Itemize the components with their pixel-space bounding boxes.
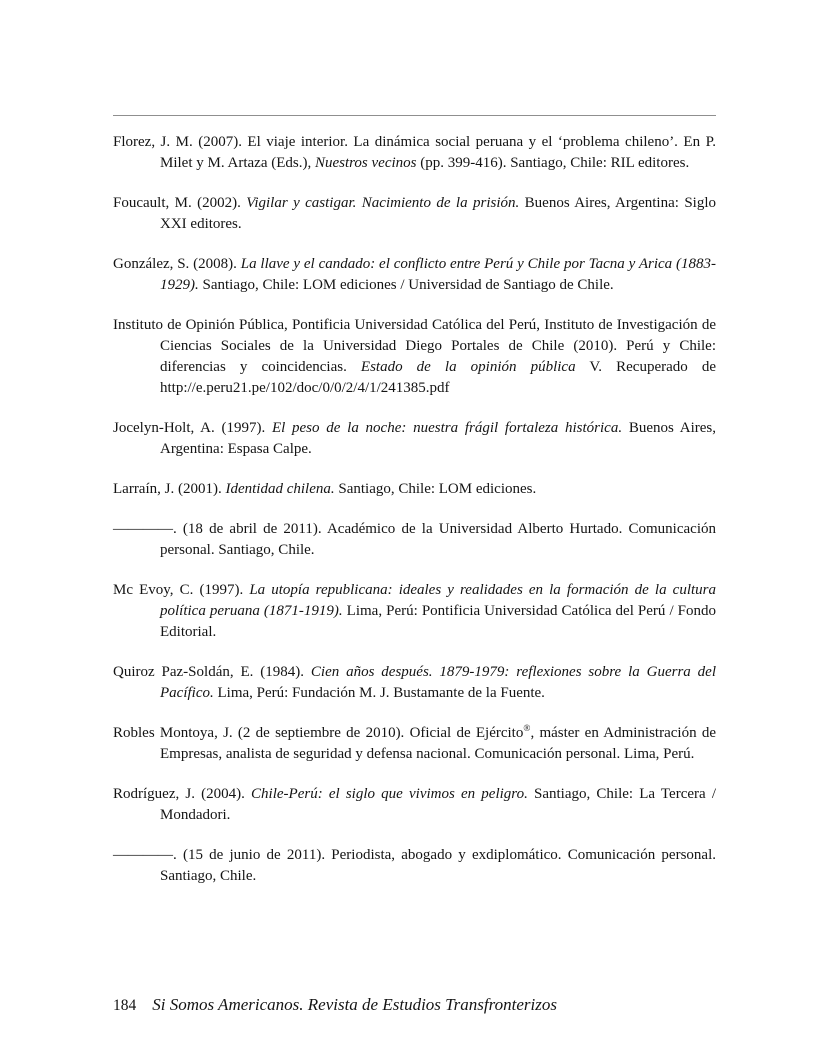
reference-item — [113, 845, 716, 887]
reference-text-segment: González, S. (2008). — [113, 256, 241, 272]
reference-item — [113, 662, 716, 704]
reference-item — [113, 519, 716, 561]
reference-item — [113, 784, 716, 826]
page-footer — [113, 995, 716, 1015]
reference-text-segment: Buenos Aires, Argentina: Espasa Calpe. — [160, 420, 716, 457]
reference-text-segment: Instituto de Opinión Pública, Pontificia Universidad Católica del Perú, Instituto de Investigación de Ciencias Sociales de la Universidad Diego Portales de Chile (2010). Perú y Chile: diferencias y coincidencias. — [113, 317, 716, 375]
page-number: 184 — [113, 997, 137, 1014]
reference-title-segment: Estado de la opinión pública — [360, 359, 576, 375]
reference-title-segment: Cien años después. 1879-1979: reflexiones sobre la Guerra del Pacífico. — [160, 664, 716, 701]
reference-text-segment: Robles Montoya, J. (2 de septiembre de 2010). Oficial de Ejército — [113, 725, 524, 741]
journal-title: Si Somos Americanos. Revista de Estudios Transfronterizos — [152, 995, 557, 1014]
reference-title-segment: El peso de la noche: nuestra frágil fortaleza histórica. — [271, 420, 623, 436]
reference-text-segment: (pp. 399-416). Santiago, Chile: RIL editores. — [416, 155, 690, 171]
reference-item — [113, 479, 716, 500]
reference-title-segment: Nuestros vecinos — [314, 155, 417, 171]
reference-text-segment: ————. (15 de junio de 2011). Periodista, abogado y exdiplomático. Comunicación personal. Santiago, Chile. — [113, 847, 716, 884]
reference-text-segment: Florez, J. M. (2007). El viaje interior. La dinámica social peruana y el ‘problema chileno’. En P. Milet y M. Artaza (Eds.), — [113, 134, 716, 171]
reference-title-segment: Chile-Perú: el siglo que vivimos en peligro. — [251, 786, 528, 802]
reference-text-segment: Rodríguez, J. (2004). — [113, 786, 252, 802]
reference-title-segment: Identidad chilena. — [225, 481, 335, 497]
reference-title-segment: Vigilar y castigar. Nacimiento de la prisión. — [246, 195, 520, 211]
reference-title-segment: La llave y el candado: el conflicto entre Perú y Chile por Tacna y Arica (1883-1929). — [160, 256, 716, 293]
reference-item — [113, 418, 716, 460]
reference-item — [113, 193, 716, 235]
reference-text-segment: Santiago, Chile: La Tercera / Mondadori. — [160, 786, 716, 823]
reference-item — [113, 254, 716, 296]
reference-text-segment: Buenos Aires, Argentina: Siglo XXI editores. — [160, 195, 716, 232]
reference-text-segment: ————. (18 de abril de 2011). Académico de la Universidad Alberto Hurtado. Comunicación personal. Santiago, Chile. — [113, 521, 716, 558]
reference-list — [113, 132, 716, 906]
reference-text-segment: Larraín, J. (2001). — [113, 481, 226, 497]
reference-text-segment: Santiago, Chile: LOM ediciones. — [334, 481, 537, 497]
reference-text-segment: Lima, Perú: Fundación M. J. Bustamante de la Fuente. — [213, 685, 545, 701]
reference-text-segment: Lima, Perú: Pontificia Universidad Católica del Perú / Fondo Editorial. — [160, 603, 716, 640]
reference-text-segment: Jocelyn-Holt, A. (1997). — [113, 420, 272, 436]
reference-title-segment: La utopía republicana: ideales y realidades en la formación de la cultura política peruana (1871-1919). — [160, 582, 716, 619]
reference-text-segment: Mc Evoy, C. (1997). — [113, 582, 250, 598]
reference-text-segment: Foucault, M. (2002). — [113, 195, 247, 211]
reference-item — [113, 132, 716, 174]
header-rule — [113, 115, 716, 116]
reference-item — [113, 580, 716, 643]
reference-item — [113, 315, 716, 399]
reference-text-segment: V. Recuperado de http://e.peru21.pe/102/doc/0/0/2/4/1/241385.pdf — [160, 359, 716, 396]
registered-mark: ® — [523, 724, 531, 734]
reference-text-segment: , máster en Administración de Empresas, analista de seguridad y defensa nacional. Comunicación personal. Lima, Perú. — [160, 725, 716, 762]
reference-text-segment: Quiroz Paz-Soldán, E. (1984). — [113, 664, 311, 680]
reference-text-segment: Santiago, Chile: LOM ediciones / Universidad de Santiago de Chile. — [198, 277, 614, 293]
reference-item — [113, 723, 716, 765]
